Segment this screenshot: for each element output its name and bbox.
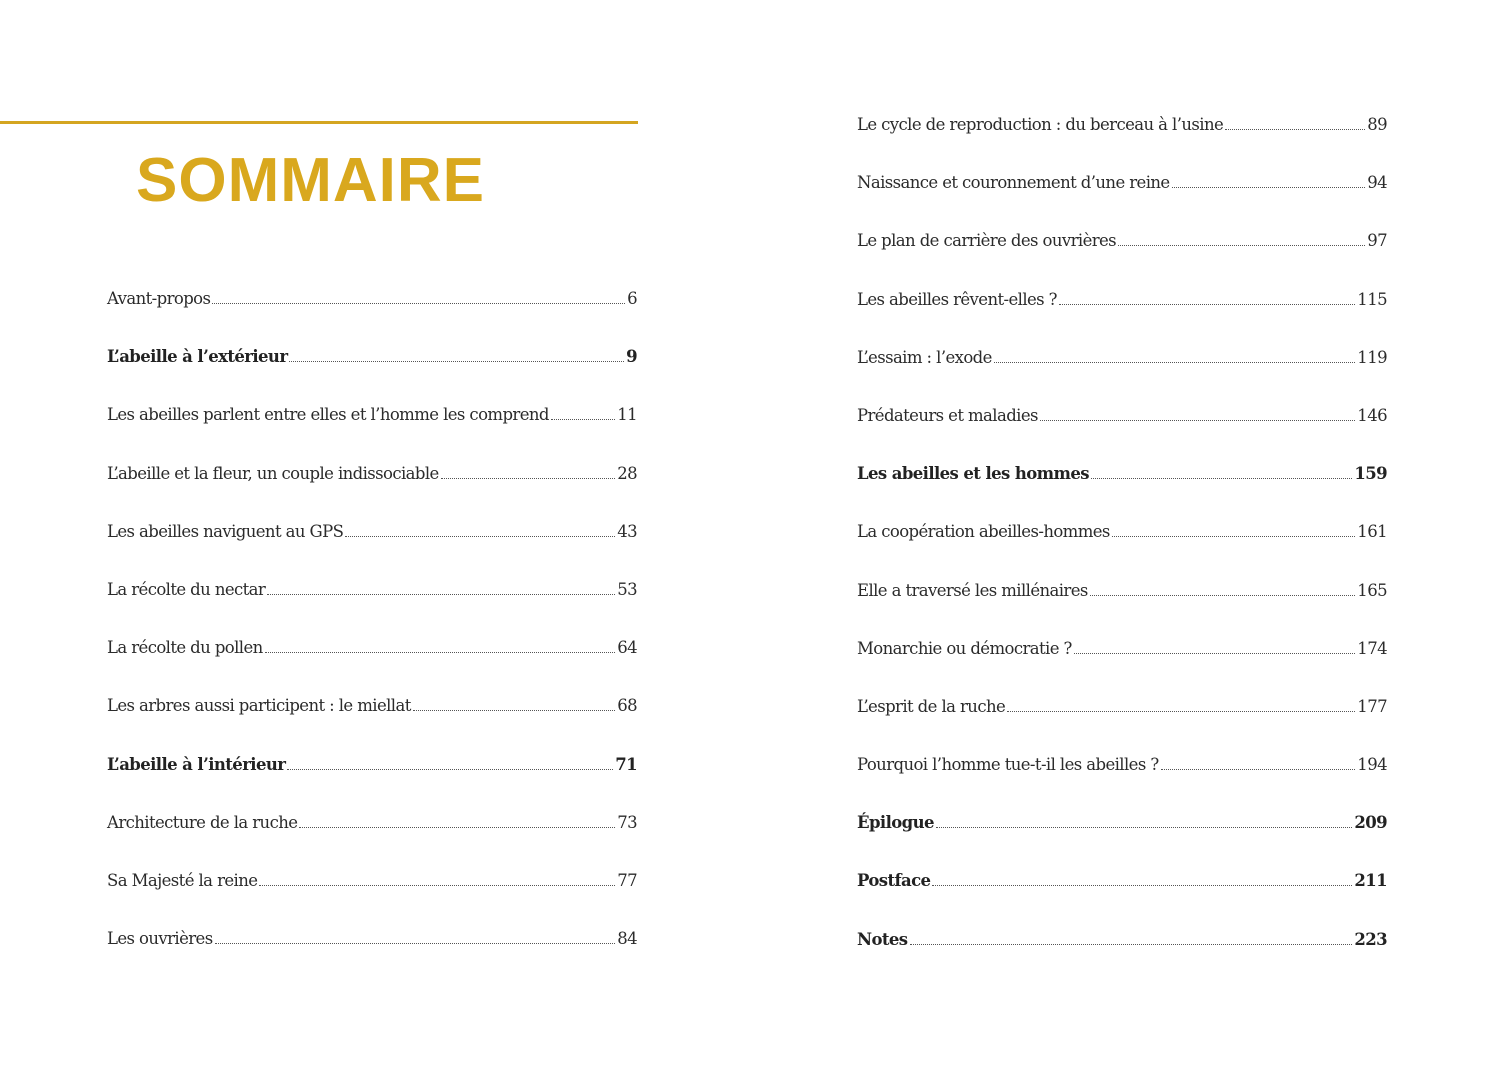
dot-leader [1118, 230, 1365, 246]
toc-entry-title: Avant-propos [107, 289, 211, 308]
dot-leader [441, 463, 615, 479]
dot-leader [1074, 638, 1356, 654]
dot-leader [1090, 580, 1356, 596]
toc-entry-page-number: 64 [617, 638, 637, 658]
toc-entry-page-number: 9 [626, 347, 637, 367]
toc-entry [107, 637, 637, 695]
toc-entry [857, 870, 1387, 928]
toc-entry-page-number: 146 [1357, 405, 1387, 425]
toc-entry-page-number: 115 [1357, 289, 1387, 309]
toc-entry [857, 812, 1387, 870]
dot-leader [267, 579, 615, 595]
toc-entry-title: Les abeilles parlent entre elles et l’homme les comprend [107, 405, 549, 425]
toc-entry [857, 521, 1387, 579]
toc-entry [857, 696, 1387, 754]
toc-entry-page-number: 177 [1357, 696, 1387, 716]
toc-entry-title: Pourquoi l’homme tue-t-il les abeilles ? [857, 755, 1159, 775]
dot-leader [413, 695, 615, 711]
dot-leader [910, 929, 1353, 945]
toc-entry-title: Postface [857, 871, 931, 891]
dot-leader [215, 928, 616, 944]
toc-entry-title: Architecture de la ruche [107, 812, 298, 832]
dot-leader [551, 404, 615, 420]
toc-entry-page-number: 119 [1357, 347, 1387, 367]
toc-entry [107, 870, 637, 928]
dot-leader [1040, 405, 1355, 421]
toc-entry-page-number: 84 [617, 929, 637, 949]
toc-entry-title: Les abeilles naviguent au GPS [107, 521, 344, 541]
dot-leader [1161, 754, 1356, 770]
toc-entry [107, 695, 637, 753]
toc-entry-page-number: 94 [1367, 173, 1387, 193]
toc-entry [107, 928, 637, 986]
toc-entry [107, 463, 637, 521]
toc-entry-page-number: 161 [1357, 522, 1387, 542]
toc-entry [857, 230, 1387, 288]
toc-entry-page-number: 159 [1354, 464, 1387, 484]
toc-list-right [857, 114, 1387, 987]
toc-entry-title: Monarchie ou démocratie ? [857, 638, 1072, 658]
dot-leader [289, 346, 624, 362]
right-page [750, 0, 1500, 1066]
toc-entry [107, 579, 637, 637]
toc-entry-page-number: 68 [617, 696, 637, 716]
dot-leader [299, 812, 615, 828]
toc-entry-title: La récolte du pollen [107, 638, 263, 658]
dot-leader [1091, 463, 1352, 479]
dot-leader [994, 347, 1355, 363]
toc-entry [107, 346, 637, 404]
toc-entry-page-number: 71 [615, 754, 637, 774]
dot-leader [1112, 521, 1355, 537]
toc-entry-page-number: 6 [627, 289, 637, 308]
toc-entry-title: Sa Majesté la reine [107, 870, 258, 890]
toc-entry-page-number: 28 [617, 463, 637, 483]
top-rule [0, 121, 638, 124]
toc-entry-page-number: 43 [617, 521, 637, 541]
toc-entry-title: Le plan de carrière des ouvrières [857, 231, 1117, 251]
toc-entry-title: L’esprit de la ruche [857, 696, 1006, 716]
toc-entry-page-number: 89 [1367, 115, 1387, 134]
dot-leader [287, 754, 613, 770]
dot-leader [1007, 696, 1355, 712]
toc-entry [857, 463, 1387, 521]
toc-entry [857, 347, 1387, 405]
toc-entry [857, 580, 1387, 638]
dot-leader [265, 637, 616, 653]
dot-leader [259, 870, 615, 886]
toc-entry [857, 289, 1387, 347]
toc-entry-page-number: 194 [1357, 755, 1387, 775]
page-title: SOMMAIRE [136, 146, 485, 215]
toc-entry [107, 288, 637, 346]
toc-entry-title: La coopération abeilles-hommes [857, 522, 1110, 542]
toc-entry-page-number: 97 [1367, 231, 1387, 251]
toc-entry-title: Elle a traversé les millénaires [857, 580, 1088, 600]
toc-entry [857, 114, 1387, 172]
toc-entry-title: Les arbres aussi participent : le miellat [107, 696, 411, 716]
toc-entry-title: L’essaim : l’exode [857, 347, 992, 367]
dot-leader [212, 288, 625, 304]
toc-list-left [107, 288, 637, 986]
toc-entry [857, 929, 1387, 987]
toc-entry [857, 754, 1387, 812]
dot-leader [936, 812, 1352, 828]
toc-entry [857, 172, 1387, 230]
toc-entry-title: L’abeille à l’intérieur [107, 754, 286, 774]
toc-entry-title: Les ouvrières [107, 929, 213, 949]
toc-entry-title: Prédateurs et maladies [857, 405, 1038, 425]
dot-leader [932, 870, 1352, 886]
toc-entry-title: Le cycle de reproduction : du berceau à l’usine [857, 115, 1224, 134]
dot-leader [345, 521, 615, 537]
dot-leader [1059, 289, 1355, 305]
toc-entry-title: La récolte du nectar [107, 579, 266, 599]
toc-entry-page-number: 211 [1354, 871, 1387, 891]
toc-entry [107, 754, 637, 812]
toc-entry [107, 404, 637, 462]
toc-entry-page-number: 174 [1357, 638, 1387, 658]
dot-leader [1225, 114, 1365, 130]
toc-entry-title: Épilogue [857, 813, 934, 833]
toc-entry-title: Naissance et couronnement d’une reine [857, 173, 1170, 193]
toc-entry-page-number: 223 [1354, 929, 1387, 949]
toc-entry-page-number: 77 [617, 870, 637, 890]
toc-entry-title: Les abeilles et les hommes [857, 464, 1089, 484]
toc-entry-page-number: 53 [617, 579, 637, 599]
toc-entry [857, 405, 1387, 463]
toc-entry-title: L’abeille à l’extérieur [107, 347, 288, 367]
toc-entry-page-number: 11 [617, 405, 637, 425]
toc-entry-title: L’abeille et la fleur, un couple indissociable [107, 463, 439, 483]
toc-entry-page-number: 165 [1357, 580, 1387, 600]
toc-entry-title: Notes [857, 929, 908, 949]
toc-entry-page-number: 209 [1354, 813, 1387, 833]
toc-entry [857, 638, 1387, 696]
toc-entry-page-number: 73 [617, 812, 637, 832]
toc-entry [107, 521, 637, 579]
toc-entry [107, 812, 637, 870]
toc-entry-title: Les abeilles rêvent-elles ? [857, 289, 1057, 309]
dot-leader [1172, 172, 1366, 188]
